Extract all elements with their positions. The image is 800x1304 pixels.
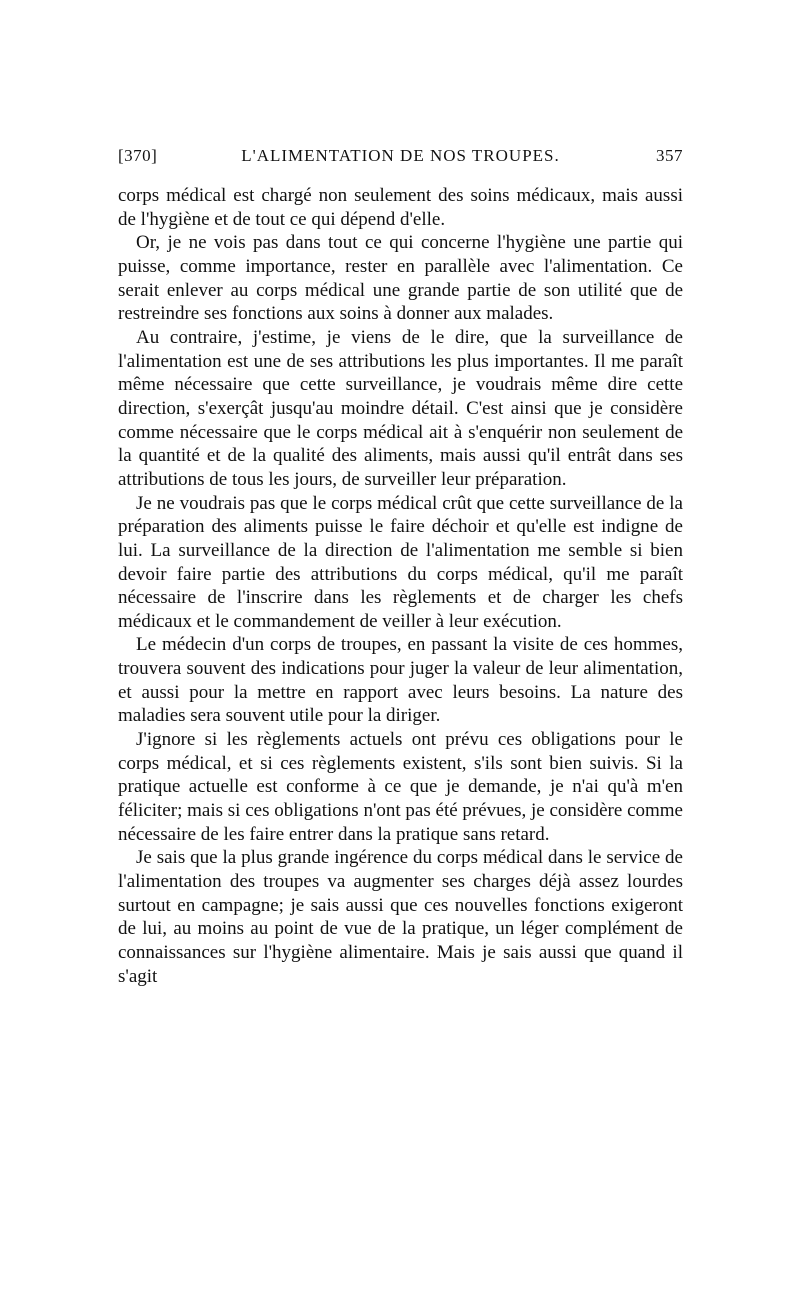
paragraph-3: Au contraire, j'estime, je viens de le dire, que la surveillance de l'alimentation est une de ses attributions les plus importantes. Il me paraît même nécessaire que cette surveillance, je voudrais même dire cette direction, s'exerçât jusqu'au moindre détail. C'est ainsi que je considère comme nécessaire que le corps médical ait à s'enquérir non seulement de la quantité et de la qualité des aliments, mais aussi qu'il entrât dans ses attributions de tous les jours, de surveiller leur préparation. (118, 326, 683, 490)
running-title: L'ALIMENTATION DE NOS TROUPES. (241, 146, 560, 165)
paragraph-2: Or, je ne vois pas dans tout ce qui concerne l'hygiène une partie qui puisse, comme importance, rester en parallèle avec l'alimentation. Ce serait enlever au corps médical une grande partie de son utilité que de restreindre ses fonctions aux soins à donner aux malades. (118, 232, 683, 325)
paragraph-6: J'ignore si les règlements actuels ont prévu ces obligations pour le corps médical, et si ces règlements existent, s'ils sont bien suivis. Si la pratique actuelle est conforme à ce que je demande, je n'ai qu'à m'en féliciter; mais si ces obligations n'ont pas été prévues, je considère comme nécessaire de les faire entrer dans la pratique sans retard. (118, 729, 683, 845)
body-text (118, 184, 683, 988)
running-header (118, 146, 683, 176)
paragraph-7: Je sais que la plus grande ingérence du corps médical dans le service de l'alimentation des troupes va augmenter ses charges déjà assez lourdes surtout en campagne; je sais aussi que ces nouvelles fonctions exigeront de lui, au moins au point de vue de la pratique, un léger complément de connaissances sur l'hygiène alimentaire. Mais je sais aussi que quand il s'agit (118, 847, 683, 987)
page-number: 357 (656, 146, 683, 165)
paragraph-1: corps médical est chargé non seulement des soins médicaux, mais aussi de l'hygiène et de tout ce qui dépend d'elle. (118, 185, 683, 230)
paragraph-4: Je ne voudrais pas que le corps médical crût que cette surveillance de la préparation des aliments puisse le faire déchoir et qu'elle est indigne de lui. La surveillance de la direction de l'alimentation me semble si bien devoir faire partie des attributions du corps médical, qu'il me paraît nécessaire de l'inscrire dans les règlements et de charger les chefs médicaux et le commandement de veiller à leur exécution. (118, 492, 683, 632)
page-reference: [370] (118, 146, 158, 165)
book-page (118, 146, 683, 988)
paragraph-5: Le médecin d'un corps de troupes, en passant la visite de ces hommes, trouvera souvent des indications pour juger la valeur de leur alimentation, et aussi pour la mettre en rapport avec leurs besoins. La nature des maladies sera souvent utile pour la diriger. (118, 634, 683, 727)
